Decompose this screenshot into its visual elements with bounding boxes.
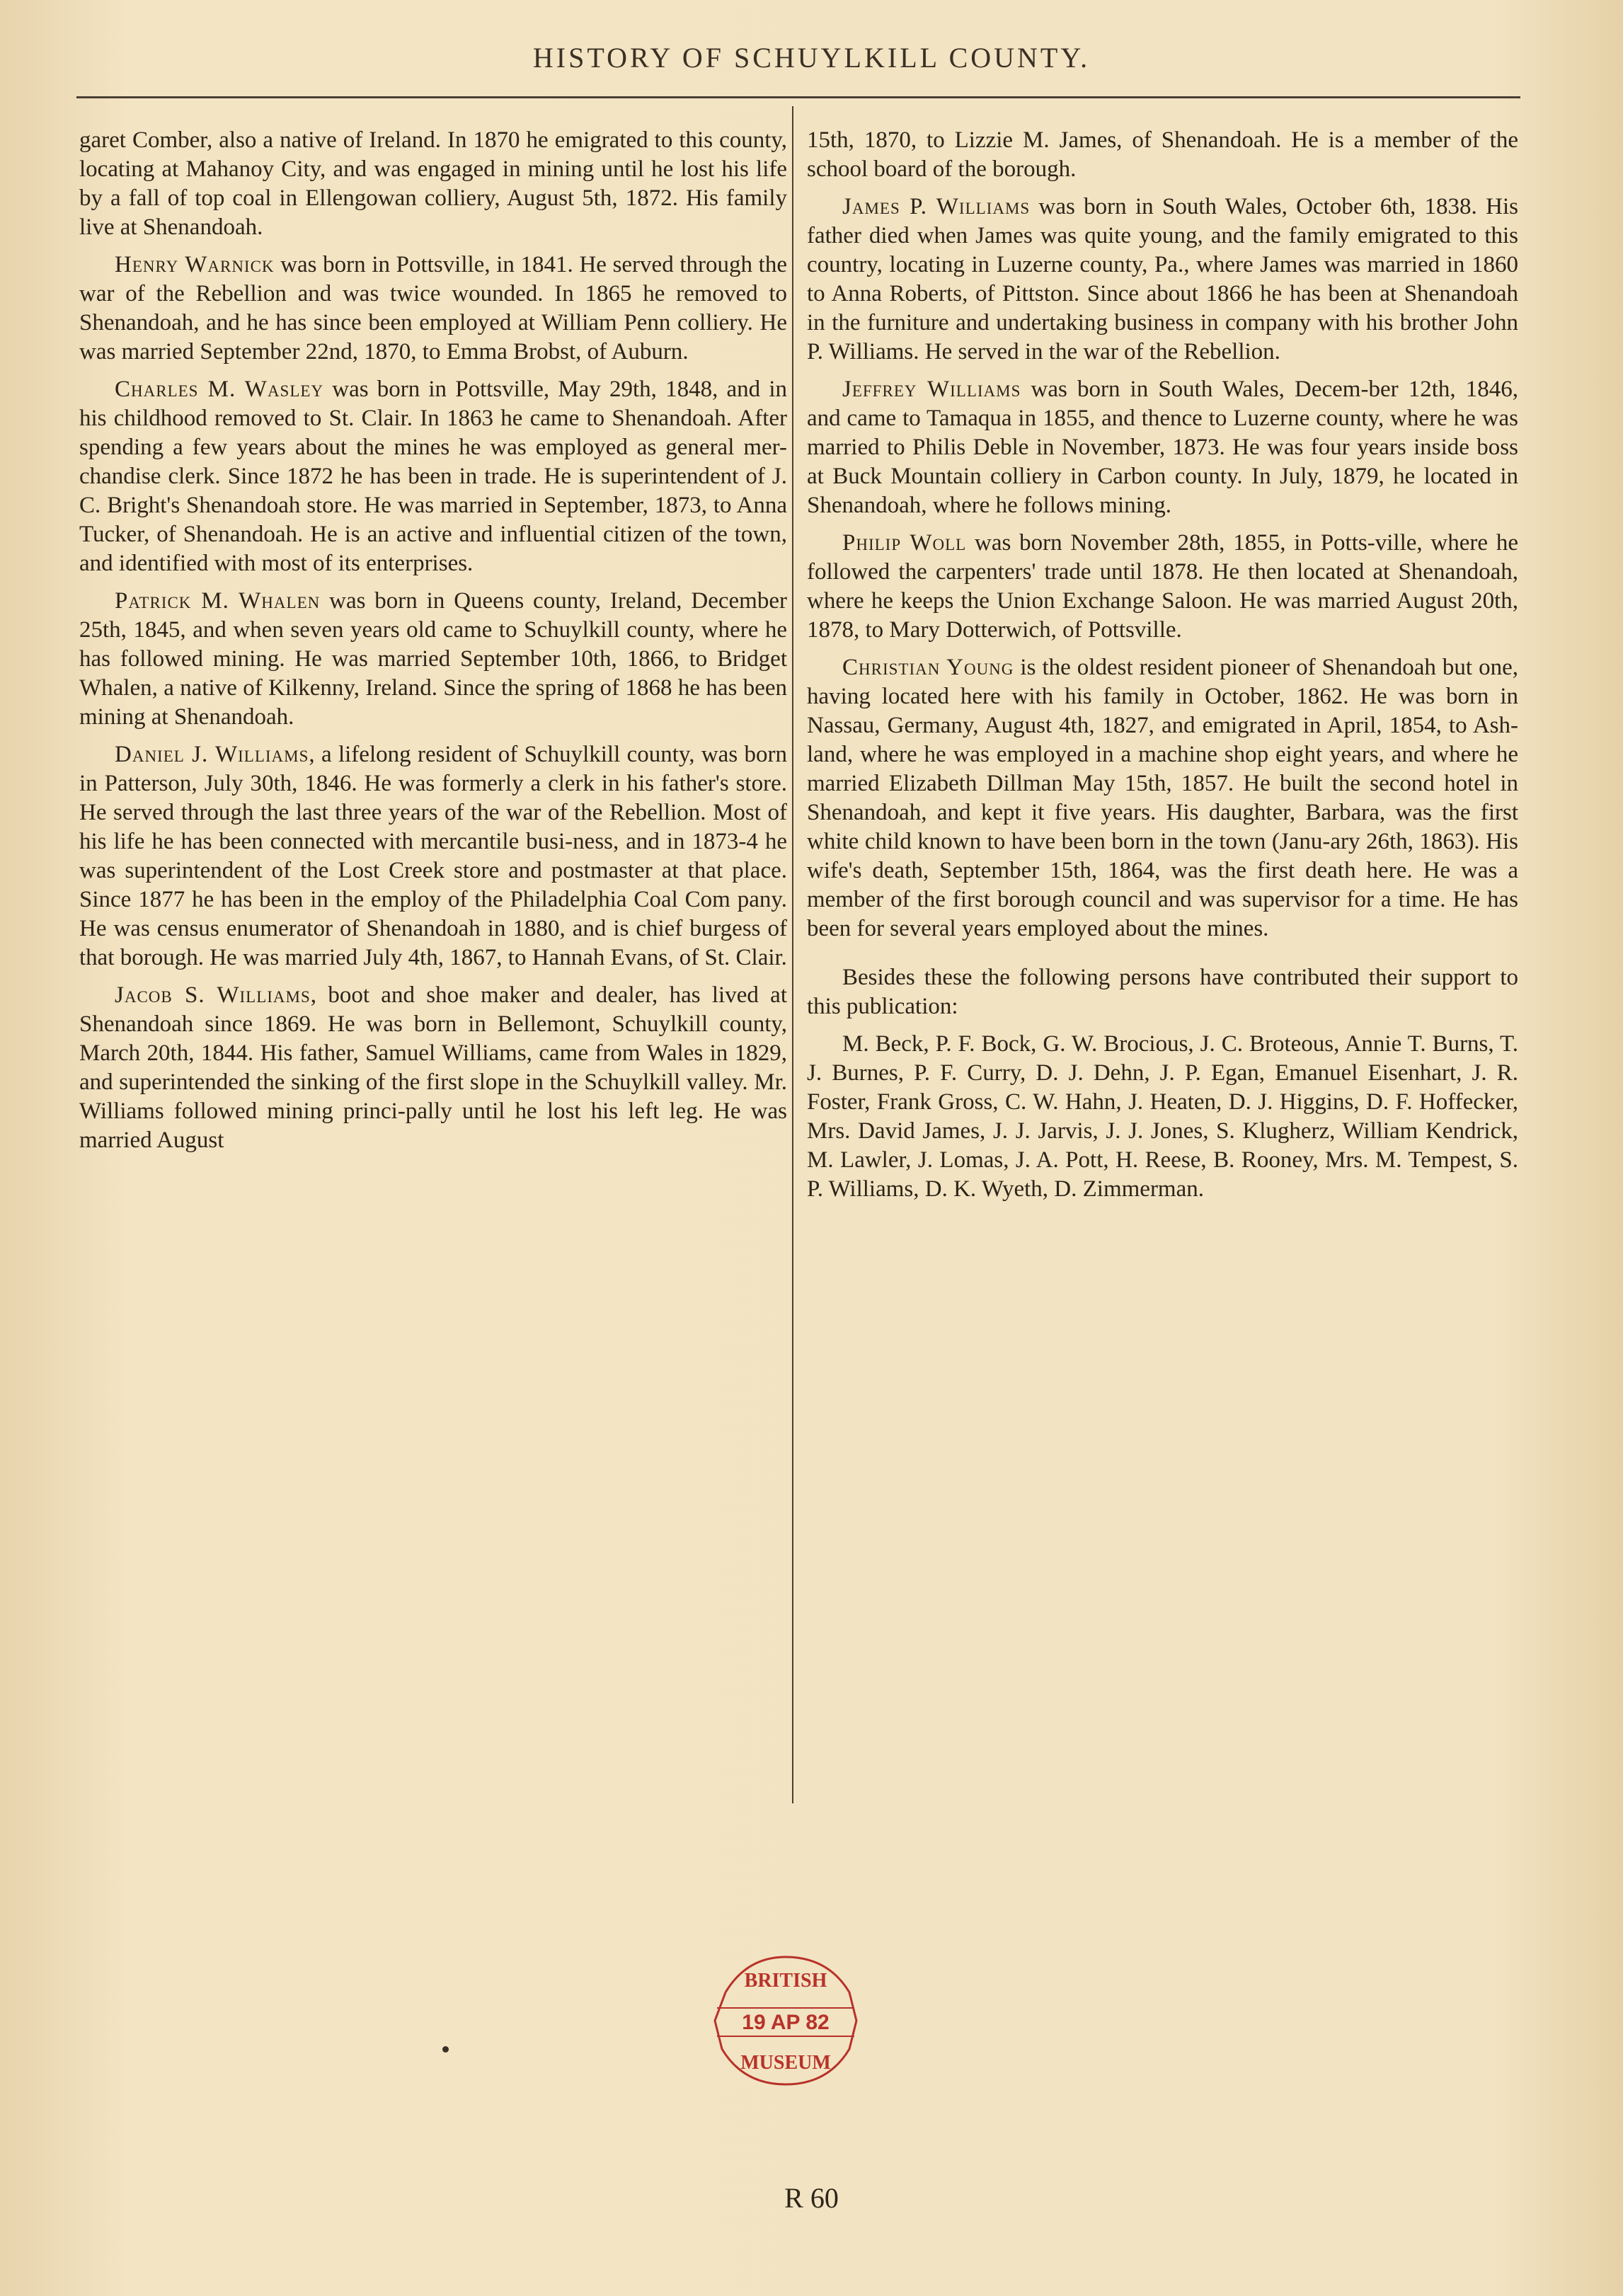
person-name: Christian Young bbox=[842, 655, 1014, 680]
column-divider bbox=[792, 106, 793, 1803]
stamp-date: 19 AP 82 bbox=[742, 2011, 830, 2034]
header-rule bbox=[76, 96, 1520, 98]
biography-paragraph: Jacob S. Williams, boot and shoe maker and dealer, has lived at Shenandoah since 1869. He was born in Bellemont, Schuylkill county, March 20th, 1844. His father, Samuel Williams, came from Wales in 1829, and superintended the sinking of the first slope in the Schuylkill valley. Mr. Williams followed mining princi-pally until he lost his left leg. He was married August bbox=[79, 982, 787, 1153]
contributors-intro: Besides these the following persons have contributed their support to this publication: bbox=[807, 965, 1518, 1019]
biography-paragraph: Henry Warnick was born in Pottsville, in 1841. He served through the war of the Rebellion and was twice wounded. In 1865 he removed to Shenandoah, and he has since been employed at William Penn colliery. He was married September 22nd, 1870, to Emma Brobst, of Auburn. bbox=[79, 252, 787, 365]
right-column bbox=[807, 126, 1518, 1212]
person-name: Jacob S. Williams bbox=[115, 982, 311, 1008]
museum-stamp bbox=[697, 1950, 874, 2091]
person-name: Henry Warnick bbox=[115, 252, 275, 277]
biography-paragraph: Philip Woll was born November 28th, 1855, in Potts-ville, where he followed the carpenters' trade until 1878. He then located at Shenandoah, where he keeps the Union Exchange Saloon. He was married August 20th, 1878, to Mary Dotterwich, of Pottsville. bbox=[807, 530, 1518, 643]
page-number: R 60 bbox=[784, 2182, 839, 2214]
stamp-bottom-text: MUSEUM bbox=[740, 2052, 831, 2074]
ink-speck bbox=[442, 2046, 449, 2053]
person-name: Philip Woll bbox=[842, 530, 967, 556]
person-name: Jeffrey Williams bbox=[842, 377, 1021, 402]
biography-paragraph: James P. Williams was born in South Wales, October 6th, 1838. His father died when James was quite young, and the family emigrated to this country, locating in Luzerne county, Pa., where James was married in 1860 to Anna Roberts, of Pittston. Since about 1866 he has been at Shenandoah in the furniture and undertaking business in company with his brother John P. Williams. He served in the war of the Rebellion. bbox=[807, 194, 1518, 365]
person-name: Daniel J. Williams bbox=[115, 742, 309, 767]
left-column bbox=[79, 126, 787, 1164]
person-name: Charles M. Wasley bbox=[115, 377, 324, 402]
person-name: Patrick M. Whalen bbox=[115, 588, 321, 614]
biography-paragraph: Christian Young is the oldest resident pioneer of Shenandoah but one, having located here with his family in October, 1862. He was born in Nassau, Germany, August 4th, 1827, and emigrated in April, 1854, to Ash-land, where he was employed in a machine shop eight years, and where he married Elizabeth Dillman May 15th, 1857. He built the second hotel in Shenandoah, and kept it five years. His daughter, Barbara, was the first white child known to have been born in the town (Janu-ary 26th, 1863). His wife's death, September 15th, 1864, was the first death here. He was a member of the first borough council and was supervisor for a time. He has been for several years employed about the mines. bbox=[807, 655, 1518, 941]
biography-paragraph: Charles M. Wasley was born in Pottsville, May 29th, 1848, and in his childhood removed to St. Clair. In 1863 he came to Shenandoah. After spending a few years about the mines he was employed as general mer-chandise clerk. Since 1872 he has been in trade. He is superintendent of J. C. Bright's Shenandoah store. He was married in September, 1873, to Anna Tucker, of Shenandoah. He is an active and influential citizen of the town, and identified with most of its enterprises. bbox=[79, 377, 787, 576]
page-header: HISTORY OF SCHUYLKILL COUNTY. bbox=[532, 42, 1091, 74]
biography-paragraph: Daniel J. Williams, a lifelong resident of Schuylkill county, was born in Patterson, July 30th, 1846. He was formerly a clerk in his father's store. He served through the last three years of the war of the Rebellion. Most of his life he has been connected with mercantile busi-ness, and in 1873-4 he was superintendent of the Lost Creek store and postmaster at that place. Since 1877 he has been in the employ of the Philadelphia Coal Com pany. He was census enumerator of Shenandoah in 1880, and is chief burgess of that borough. He was married July 4th, 1867, to Hannah Evans, of St. Clair. bbox=[79, 742, 787, 970]
contributors-list: M. Beck, P. F. Bock, G. W. Brocious, J. C. Broteous, Annie T. Burns, T. J. Burnes, P. F. Curry, D. J. Dehn, J. P. Egan, Emanuel Eisenhart, J. R. Foster, Frank Gross, C. W. Hahn, J. Heaten, D. J. Higgins, D. F. Hoffecker, Mrs. David James, J. J. Jarvis, J. J. Jones, S. Klugherz, William Kendrick, M. Lawler, J. Lomas, J. A. Pott, H. Reese, B. Rooney, Mrs. M. Tempest, S. P. Williams, D. K. Wyeth, D. Zimmerman. bbox=[807, 1031, 1518, 1202]
paragraph: garet Comber, also a native of Ireland. In 1870 he emigrated to this county, locating at Mahanoy City, and was engaged in mining until he lost his life by a fall of top coal in Ellengowan colliery, August 5th, 1872. His family live at Shenandoah. bbox=[79, 127, 787, 240]
paragraph: 15th, 1870, to Lizzie M. James, of Shenandoah. He is a member of the school board of the borough. bbox=[807, 127, 1518, 182]
stamp-top-text: BRITISH bbox=[744, 1970, 827, 1992]
biography-paragraph: Jeffrey Williams was born in South Wales, Decem-ber 12th, 1846, and came to Tamaqua in 1855, and thence to Luzerne county, where he was married to Philis Deble in November, 1873. He was four years inside boss at Buck Mountain colliery in Carbon county. In July, 1879, he located in Shenandoah, where he follows mining. bbox=[807, 377, 1518, 518]
person-name: James P. Williams bbox=[842, 194, 1031, 219]
biography-paragraph: Patrick M. Whalen was born in Queens county, Ireland, December 25th, 1845, and when seven years old came to Schuylkill county, where he has followed mining. He was married September 10th, 1866, to Bridget Whalen, a native of Kilkenny, Ireland. Since the spring of 1868 he has been mining at Shenandoah. bbox=[79, 588, 787, 730]
